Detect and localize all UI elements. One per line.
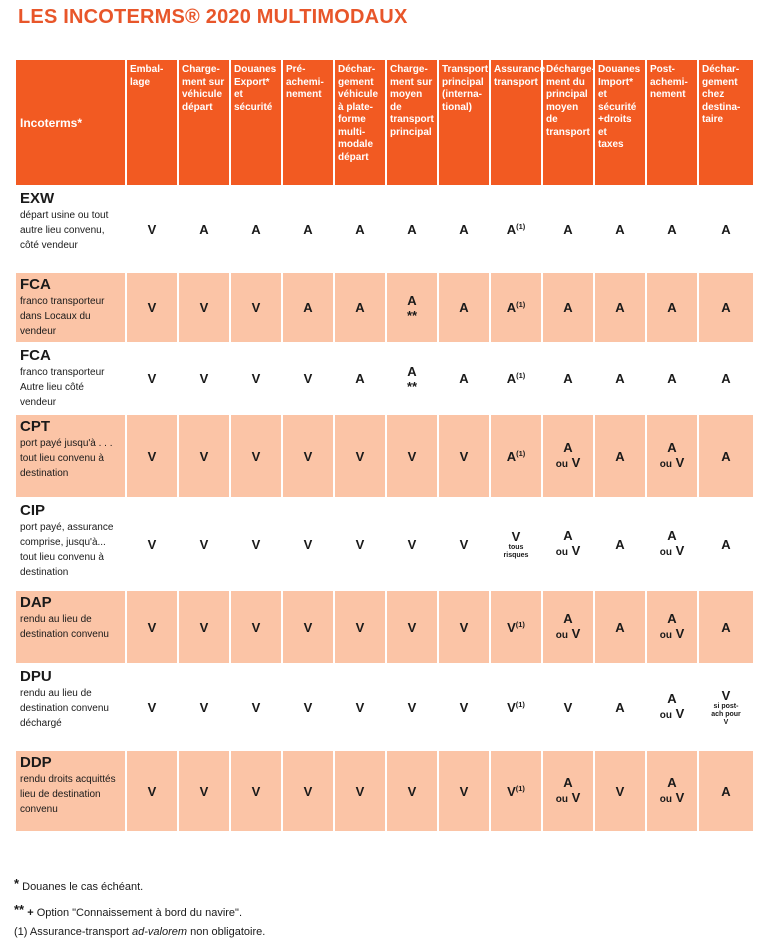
responsibility-cell xyxy=(334,186,386,272)
responsibility-cell xyxy=(386,664,438,750)
responsibility-value: V xyxy=(355,619,365,635)
responsibility-cell xyxy=(698,272,753,343)
responsibility-value: A xyxy=(615,699,625,715)
table-row xyxy=(16,664,753,750)
responsibility-cell xyxy=(542,590,594,664)
incoterm-cell xyxy=(16,272,126,343)
footnote-customs xyxy=(14,876,143,893)
footnote-insurance-italic: ad-valorem xyxy=(132,926,188,938)
responsibility-value: A xyxy=(303,300,313,315)
double-star-mark: ** xyxy=(406,378,418,394)
footnote-option-text: Option "Connaissement à bord du navire". xyxy=(36,907,243,919)
responsibility-cell xyxy=(178,272,230,343)
header-col: Décharge- ment du principal moyen de transport xyxy=(542,60,594,186)
responsibility-cell xyxy=(334,664,386,750)
responsibility-value: A xyxy=(667,221,677,237)
responsibility-cell xyxy=(438,498,490,590)
responsibility-value: V xyxy=(615,783,625,799)
table-header-row xyxy=(16,60,753,186)
responsibility-value: A xyxy=(407,221,417,237)
responsibility-value: V xyxy=(459,448,469,464)
responsibility-cell xyxy=(230,343,282,414)
responsibility-value: V xyxy=(147,371,157,386)
header-col: Pré- achemi- nement xyxy=(282,60,334,186)
responsibility-cell xyxy=(698,750,753,832)
responsibility-cell xyxy=(698,343,753,414)
responsibility-value: A xyxy=(721,300,731,315)
alternative-line xyxy=(647,455,697,472)
responsibility-value: V xyxy=(147,221,157,237)
responsibility-value: A xyxy=(667,775,677,790)
responsibility-value: V xyxy=(199,300,209,315)
responsibility-value: V xyxy=(511,528,521,544)
responsibility-cell xyxy=(542,498,594,590)
responsibility-cell xyxy=(178,414,230,498)
responsibility-value: A xyxy=(459,371,469,386)
incoterm-description: rendu au lieu de destination convenu xyxy=(20,614,109,640)
responsibility-cell xyxy=(386,498,438,590)
responsibility-value: V xyxy=(147,619,157,635)
responsibility-value: A xyxy=(563,775,573,790)
footnote-ref: (1) xyxy=(516,300,526,309)
responsibility-value: V xyxy=(199,619,209,635)
incoterm-code: EXW xyxy=(20,190,55,207)
responsibility-cell xyxy=(542,186,594,272)
responsibility-cell xyxy=(594,590,646,664)
table-row xyxy=(16,186,753,272)
responsibility-value: V xyxy=(147,448,157,464)
responsibility-cell xyxy=(178,343,230,414)
responsibility-value: A xyxy=(355,221,365,237)
responsibility-cell xyxy=(594,186,646,272)
incoterm-cell xyxy=(16,498,126,590)
responsibility-value: A xyxy=(459,221,469,237)
header-col: Déchar- gement chez destina- taire xyxy=(698,60,753,186)
or-label: ou xyxy=(555,630,568,641)
header-col: Transport principal (interna- tional) xyxy=(438,60,490,186)
responsibility-value: A xyxy=(407,292,417,308)
responsibility-value: V xyxy=(407,699,417,715)
responsibility-value: V xyxy=(407,619,417,635)
responsibility-cell xyxy=(230,414,282,498)
incoterm-description: rendu au lieu de destination convenu déchargé xyxy=(20,688,109,729)
incoterm-description: franco transporteur Autre lieu côté vendeur xyxy=(20,367,105,408)
table-row xyxy=(16,750,753,832)
responsibility-cell xyxy=(698,590,753,664)
responsibility-cell xyxy=(230,498,282,590)
incoterm-cell xyxy=(16,343,126,414)
responsibility-cell xyxy=(438,750,490,832)
responsibility-value: V xyxy=(355,448,365,464)
responsibility-value: V xyxy=(251,300,261,315)
responsibility-value: A xyxy=(563,440,573,455)
alternative-value: V xyxy=(675,455,685,470)
responsibility-value: A xyxy=(721,448,731,464)
responsibility-value: V xyxy=(251,783,261,799)
responsibility-cell xyxy=(438,343,490,414)
responsibility-value: A xyxy=(563,371,573,386)
responsibility-value: V xyxy=(507,783,516,799)
responsibility-cell xyxy=(490,414,542,498)
responsibility-cell xyxy=(438,186,490,272)
or-label: ou xyxy=(659,459,672,470)
responsibility-cell xyxy=(438,590,490,664)
table-row xyxy=(16,590,753,664)
or-label: ou xyxy=(555,459,568,470)
responsibility-cell xyxy=(282,590,334,664)
responsibility-value: V xyxy=(355,783,365,799)
incoterm-description: départ usine ou tout autre lieu convenu, côté vendeur xyxy=(20,210,109,251)
responsibility-cell xyxy=(542,414,594,498)
incoterm-description: franco transporteur dans Locaux du vendeur xyxy=(20,296,105,337)
responsibility-value: A xyxy=(563,611,573,626)
responsibility-value: V xyxy=(355,699,365,715)
responsibility-value: A xyxy=(506,300,517,315)
responsibility-value: V xyxy=(199,371,209,386)
responsibility-value: V xyxy=(303,619,313,635)
incoterm-description: port payé jusqu'à . . . tout lieu convenu à destination xyxy=(20,438,113,479)
alternative-value: V xyxy=(571,455,581,470)
footnote-option xyxy=(14,902,242,919)
responsibility-value: V xyxy=(407,448,417,464)
or-label: ou xyxy=(555,547,568,558)
responsibility-value: A xyxy=(563,528,573,543)
footnote-insurance-suffix: non obligatoire. xyxy=(190,926,266,938)
responsibility-cell xyxy=(646,498,698,590)
responsibility-value: A xyxy=(667,300,677,315)
responsibility-value: A xyxy=(721,221,731,237)
responsibility-value: V xyxy=(303,783,313,799)
responsibility-cell xyxy=(386,343,438,414)
responsibility-value: A xyxy=(615,221,625,237)
responsibility-cell xyxy=(646,272,698,343)
responsibility-cell xyxy=(594,414,646,498)
responsibility-value: A xyxy=(506,371,517,386)
cell-note: si post- ach pour V xyxy=(711,702,741,726)
table-row xyxy=(16,272,753,343)
footnote-ref: (1) xyxy=(516,371,526,380)
responsibility-value: V xyxy=(199,699,209,715)
responsibility-cell xyxy=(490,272,542,343)
footnote-ref: (1) xyxy=(516,221,526,231)
incoterm-code: CIP xyxy=(20,502,46,519)
responsibility-cell xyxy=(282,343,334,414)
responsibility-cell xyxy=(230,750,282,832)
responsibility-cell xyxy=(230,186,282,272)
responsibility-value: V xyxy=(251,448,261,464)
header-col: Douanes Export* et sécurité xyxy=(230,60,282,186)
responsibility-value: A xyxy=(355,300,365,315)
responsibility-value: A xyxy=(563,221,573,237)
responsibility-cell xyxy=(126,414,178,498)
responsibility-cell xyxy=(282,498,334,590)
header-col: Assurance transport xyxy=(490,60,542,186)
responsibility-cell xyxy=(126,590,178,664)
responsibility-cell xyxy=(542,664,594,750)
responsibility-value: A xyxy=(615,371,625,386)
or-label: ou xyxy=(555,794,568,805)
responsibility-cell xyxy=(282,272,334,343)
responsibility-cell xyxy=(282,186,334,272)
footnote-plus: + xyxy=(27,907,34,919)
responsibility-cell xyxy=(386,414,438,498)
responsibility-cell xyxy=(126,664,178,750)
responsibility-cell xyxy=(178,186,230,272)
header-col: Embal- lage xyxy=(126,60,178,186)
responsibility-value: V xyxy=(507,619,516,635)
footnote-ref: (1) xyxy=(516,448,526,458)
responsibility-cell xyxy=(126,272,178,343)
responsibility-cell xyxy=(490,664,542,750)
responsibility-value: V xyxy=(355,536,365,552)
responsibility-value: A xyxy=(667,528,677,543)
alternative-value: V xyxy=(571,790,581,805)
responsibility-cell xyxy=(230,590,282,664)
responsibility-cell xyxy=(698,186,753,272)
responsibility-value: V xyxy=(147,783,157,799)
incoterm-cell xyxy=(16,186,126,272)
responsibility-cell xyxy=(646,186,698,272)
responsibility-cell xyxy=(334,498,386,590)
responsibility-cell xyxy=(178,590,230,664)
or-label: ou xyxy=(659,710,672,721)
header-col: Post- achemi- nement xyxy=(646,60,698,186)
alternative-value: V xyxy=(675,626,685,641)
responsibility-cell xyxy=(698,498,753,590)
header-col: Douanes Import* et sécurité +droits et taxes xyxy=(594,60,646,186)
responsibility-cell xyxy=(646,664,698,750)
responsibility-cell xyxy=(386,750,438,832)
responsibility-cell xyxy=(230,272,282,343)
responsibility-value: A xyxy=(459,300,469,315)
footnote-insurance-prefix: (1) Assurance-transport xyxy=(14,926,129,938)
incoterm-cell xyxy=(16,590,126,664)
alternative-value: V xyxy=(571,626,581,641)
table-row xyxy=(16,498,753,590)
responsibility-value: A xyxy=(615,448,625,464)
responsibility-value: A xyxy=(721,783,731,799)
responsibility-value: V xyxy=(407,783,417,799)
alternative-line xyxy=(647,543,697,560)
alternative-line xyxy=(647,626,697,643)
responsibility-value: V xyxy=(459,699,469,715)
responsibility-cell xyxy=(178,664,230,750)
responsibility-value: A xyxy=(506,448,517,464)
responsibility-cell xyxy=(594,750,646,832)
alternative-line xyxy=(647,706,697,723)
responsibility-cell xyxy=(386,590,438,664)
responsibility-cell xyxy=(438,272,490,343)
alternative-value: V xyxy=(675,790,685,805)
incoterm-cell xyxy=(16,750,126,832)
double-star-mark: ** xyxy=(406,307,418,323)
responsibility-value: A xyxy=(667,611,677,626)
responsibility-value: A xyxy=(506,221,517,237)
header-col: Charge- ment sur véhicule départ xyxy=(178,60,230,186)
responsibility-cell xyxy=(334,343,386,414)
responsibility-value: V xyxy=(303,371,313,386)
responsibility-cell xyxy=(490,750,542,832)
responsibility-value: V xyxy=(147,536,157,552)
responsibility-cell xyxy=(178,750,230,832)
responsibility-value: V xyxy=(199,783,209,799)
footnote-ref: (1) xyxy=(515,619,525,629)
responsibility-value: V xyxy=(303,536,313,552)
responsibility-value: V xyxy=(303,448,313,464)
responsibility-value: V xyxy=(147,300,157,315)
cell-note: tous risques xyxy=(503,543,529,559)
responsibility-value: A xyxy=(721,536,731,552)
responsibility-cell xyxy=(230,664,282,750)
responsibility-cell xyxy=(282,750,334,832)
responsibility-value: V xyxy=(251,619,261,635)
responsibility-cell xyxy=(282,664,334,750)
responsibility-cell xyxy=(126,343,178,414)
footnote-customs-text: Douanes le cas échéant. xyxy=(22,881,144,893)
incoterm-code: DPU xyxy=(20,668,52,685)
responsibility-value: A xyxy=(667,440,677,455)
responsibility-cell xyxy=(126,186,178,272)
incoterm-code: FCA xyxy=(20,347,51,364)
footnote-insurance xyxy=(14,926,265,938)
responsibility-cell xyxy=(490,343,542,414)
or-label: ou xyxy=(659,547,672,558)
responsibility-cell xyxy=(334,590,386,664)
incoterm-code: CPT xyxy=(20,418,50,435)
responsibility-value: A xyxy=(251,221,261,237)
responsibility-value: A xyxy=(563,300,573,315)
incoterm-code: FCA xyxy=(20,276,51,293)
responsibility-cell xyxy=(126,498,178,590)
footnote-ref: (1) xyxy=(515,783,525,793)
responsibility-cell xyxy=(646,750,698,832)
responsibility-value: V xyxy=(251,699,261,715)
responsibility-cell xyxy=(646,590,698,664)
or-label: ou xyxy=(659,630,672,641)
responsibility-cell xyxy=(282,414,334,498)
responsibility-cell xyxy=(438,664,490,750)
responsibility-cell xyxy=(646,414,698,498)
responsibility-cell xyxy=(334,750,386,832)
responsibility-cell xyxy=(594,498,646,590)
responsibility-value: A xyxy=(721,619,731,635)
alternative-value: V xyxy=(675,543,685,558)
responsibility-cell xyxy=(386,186,438,272)
responsibility-value: V xyxy=(459,619,469,635)
responsibility-value: V xyxy=(507,699,516,715)
responsibility-cell xyxy=(594,343,646,414)
incoterm-description: port payé, assurance comprise, jusqu'à... tout lieu convenu à destination xyxy=(20,522,114,578)
alternative-value: V xyxy=(571,543,581,558)
header-col: Déchar- gement véhicule à plate- forme multi- modale départ xyxy=(334,60,386,186)
responsibility-value: V xyxy=(459,536,469,552)
responsibility-cell xyxy=(334,414,386,498)
responsibility-value: A xyxy=(303,221,313,237)
responsibility-cell xyxy=(490,186,542,272)
alternative-line xyxy=(543,790,593,807)
alternative-line xyxy=(543,626,593,643)
header-incoterms: Incoterms* xyxy=(16,60,126,186)
responsibility-cell xyxy=(334,272,386,343)
responsibility-value: A xyxy=(667,371,677,386)
footnote-star-mark: * xyxy=(14,876,20,891)
responsibility-cell xyxy=(542,272,594,343)
responsibility-cell xyxy=(386,272,438,343)
alternative-line xyxy=(647,790,697,807)
responsibility-value: A xyxy=(667,691,677,706)
table-row xyxy=(16,414,753,498)
responsibility-cell xyxy=(490,590,542,664)
responsibility-value: A xyxy=(615,536,625,552)
incoterm-description: rendu droits acquittés lieu de destination convenu xyxy=(20,774,116,815)
responsibility-value: V xyxy=(147,699,157,715)
incoterm-code: DAP xyxy=(20,594,52,611)
incoterm-code: DDP xyxy=(20,754,52,771)
responsibility-cell xyxy=(490,498,542,590)
responsibility-value: A xyxy=(199,221,209,237)
responsibility-value: V xyxy=(459,783,469,799)
page-title: LES INCOTERMS® 2020 MULTIMODAUX xyxy=(18,6,408,28)
responsibility-cell xyxy=(594,664,646,750)
incoterm-cell xyxy=(16,664,126,750)
responsibility-cell xyxy=(698,414,753,498)
responsibility-cell xyxy=(438,414,490,498)
responsibility-value: A xyxy=(721,371,731,386)
responsibility-cell xyxy=(594,272,646,343)
responsibility-value: V xyxy=(251,371,261,386)
responsibility-cell xyxy=(126,750,178,832)
alternative-line xyxy=(543,455,593,472)
responsibility-value: A xyxy=(615,300,625,315)
responsibility-value: A xyxy=(407,363,417,379)
footnote-double-star-mark: ** xyxy=(14,902,25,917)
responsibility-cell xyxy=(542,343,594,414)
responsibility-value: V xyxy=(199,536,209,552)
responsibility-value: V xyxy=(251,536,261,552)
responsibility-value: A xyxy=(355,371,365,386)
alternative-line xyxy=(543,543,593,560)
responsibility-value: V xyxy=(407,536,417,552)
incoterms-table xyxy=(16,60,753,833)
responsibility-value: V xyxy=(563,699,573,715)
or-label: ou xyxy=(659,794,672,805)
header-col: Charge- ment sur moyen de transport principal xyxy=(386,60,438,186)
responsibility-value: A xyxy=(615,619,625,635)
responsibility-value: V xyxy=(303,699,313,715)
responsibility-cell xyxy=(542,750,594,832)
responsibility-cell xyxy=(178,498,230,590)
footnote-ref: (1) xyxy=(515,699,525,709)
table-row xyxy=(16,343,753,414)
responsibility-cell xyxy=(698,664,753,750)
incoterm-cell xyxy=(16,414,126,498)
alternative-value: V xyxy=(675,706,685,721)
responsibility-cell xyxy=(646,343,698,414)
responsibility-value: V xyxy=(199,448,209,464)
responsibility-value: V xyxy=(721,687,731,703)
